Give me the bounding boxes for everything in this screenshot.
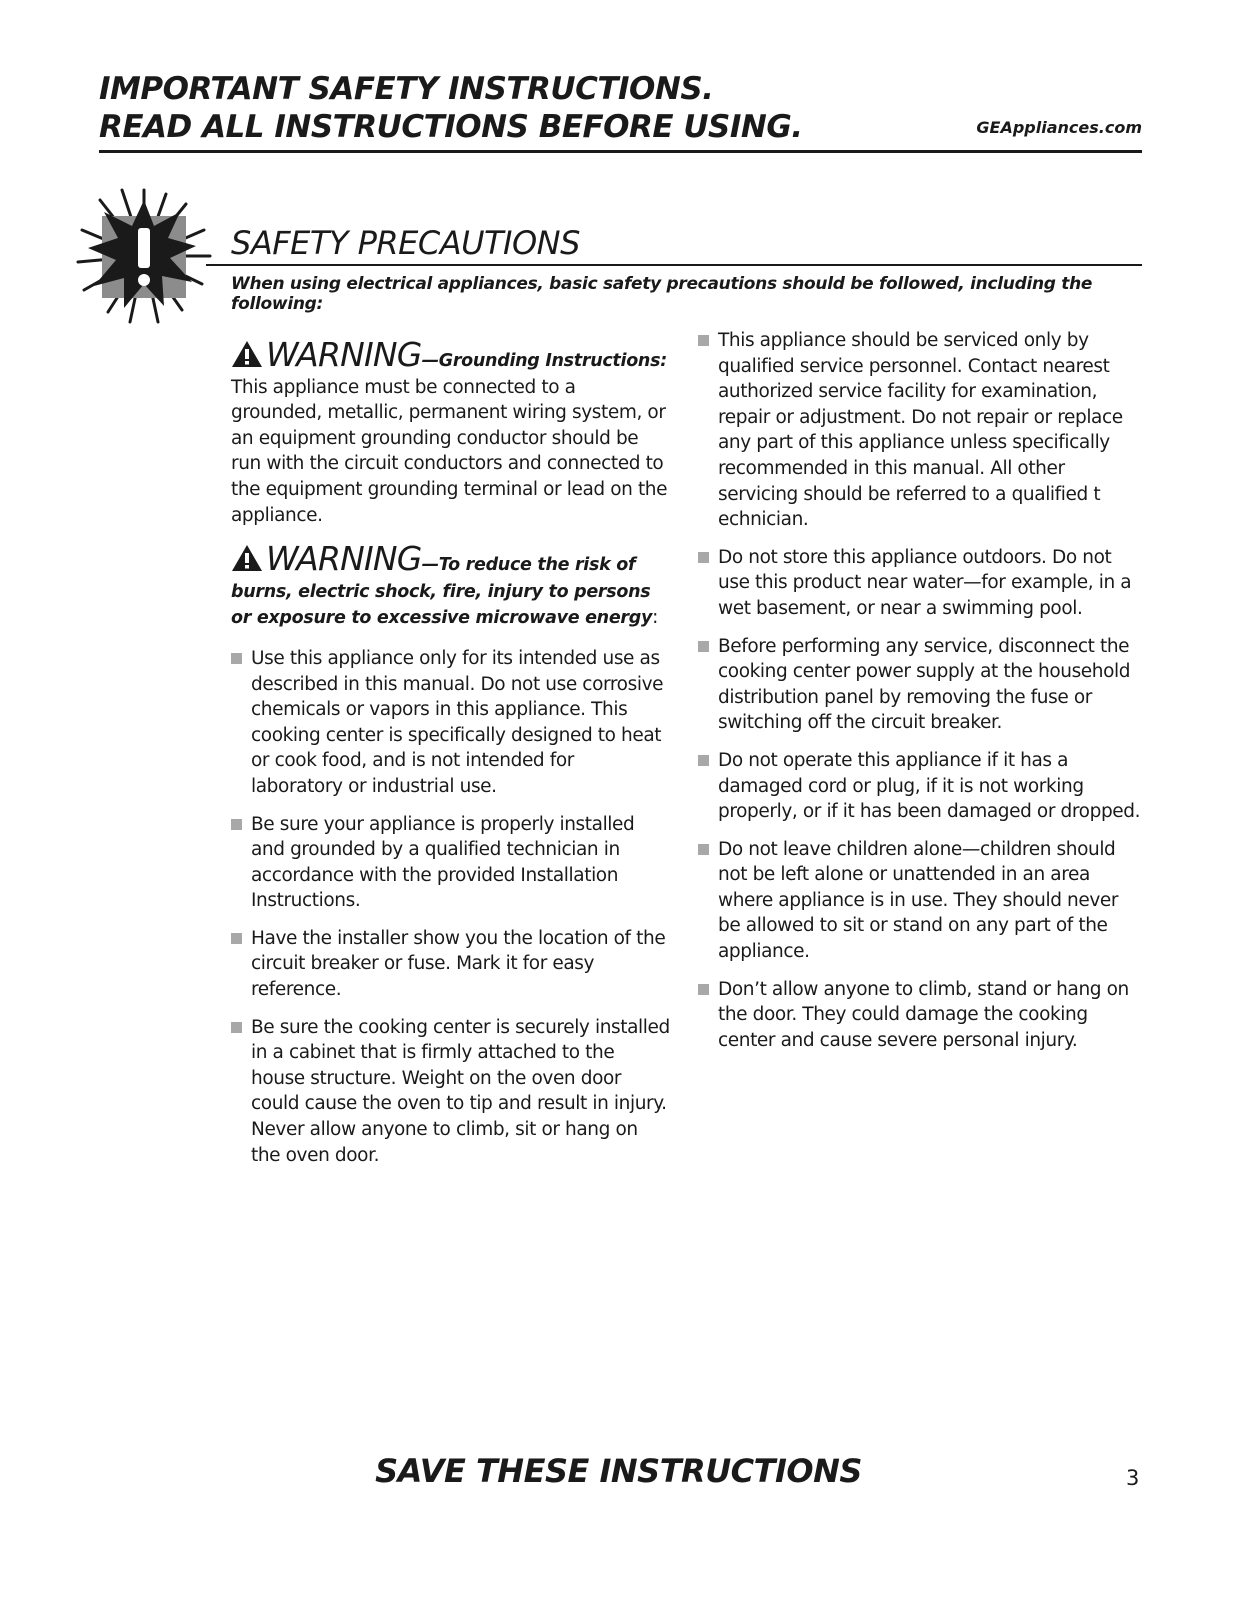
list-item-text: Do not leave children alone—children should not be left alone or unattended in an area where appliance is in use. They should never be allowed to sit or stand on any part of the appliance. xyxy=(718,838,1119,963)
warning-risk-heading xyxy=(231,539,671,579)
bullet-square-icon xyxy=(698,552,709,563)
warning-word: WARNING xyxy=(266,539,422,579)
right-bullet-list xyxy=(698,328,1143,1053)
bullet-square-icon xyxy=(698,755,709,766)
list-item xyxy=(698,634,1143,736)
list-item xyxy=(698,837,1143,965)
bullet-square-icon xyxy=(231,933,242,944)
list-item-text: Use this appliance only for its intended use as described in this manual. Do not use corrosive chemicals or vapors in this appliance. This cooking center is specifically designed to heat or cook food, and is not intended for laboratory or industrial use. xyxy=(251,647,664,797)
warning-word: WARNING xyxy=(266,335,422,374)
page-header xyxy=(99,70,1142,146)
footer-title: SAVE THESE INSTRUCTIONS xyxy=(375,1452,862,1490)
list-item xyxy=(698,748,1143,825)
safety-alert-burst-icon xyxy=(74,186,214,326)
section-intro: When using electrical appliances, basic safety precautions should be followed, including the following: xyxy=(231,274,1093,314)
header-title-line1: IMPORTANT SAFETY INSTRUCTIONS. xyxy=(99,71,714,107)
list-item-text: Do not operate this appliance if it has a damaged cord or plug, if it is not working properly, or if it has been damaged or dropped. xyxy=(718,749,1141,823)
warning-grounding-sub: —Grounding Instructions: xyxy=(421,351,667,371)
page-number: 3 xyxy=(1126,1466,1140,1490)
section-divider xyxy=(206,264,1142,266)
list-item xyxy=(698,977,1143,1054)
header-title-line2: READ ALL INSTRUCTIONS BEFORE USING. xyxy=(99,109,803,145)
bullet-square-icon xyxy=(231,819,242,830)
list-item xyxy=(698,545,1143,622)
header-website: GEAppliances.com xyxy=(976,118,1142,137)
warning-risk-colon: : xyxy=(652,607,658,629)
header-divider xyxy=(99,150,1142,153)
list-item xyxy=(698,328,1143,533)
warning-risk-text: burns, electric shock, fire, injury to persons or exposure to excessive microwave energy xyxy=(231,581,653,629)
right-column xyxy=(698,328,1143,1065)
list-item-text: Be sure the cooking center is securely installed in a cabinet that is firmly attached to the house structure. Weight on the oven door could cause the oven to tip and result in injury. Never allow anyone to climb, sit or hang on the oven door. xyxy=(251,1016,670,1166)
bullet-square-icon xyxy=(698,844,709,855)
bullet-square-icon xyxy=(698,641,709,652)
bullet-square-icon xyxy=(698,335,709,346)
list-item-text: Be sure your appliance is properly installed and grounded by a qualified technician in accordance with the provided Installation Instructions. xyxy=(251,813,635,912)
left-bullet-list xyxy=(231,646,671,1168)
list-item xyxy=(231,646,671,800)
bullet-square-icon xyxy=(231,1022,242,1033)
section-title: SAFETY PRECAUTIONS xyxy=(231,224,580,262)
warning-triangle-icon xyxy=(231,340,263,368)
list-item-text: Do not store this appliance outdoors. Do not use this product near water—for example, in a wet basement, or near a swimming pool. xyxy=(718,546,1132,619)
warning-risk-body xyxy=(231,579,671,632)
warning-grounding-body: This appliance must be connected to a grounded, metallic, permanent wiring system, or an equipment grounding conductor should be run with the circuit conductors and connected to the equipment grounding terminal or lead on the appliance. xyxy=(231,376,668,526)
bullet-square-icon xyxy=(231,653,242,664)
warning-grounding-heading xyxy=(231,335,671,375)
bullet-square-icon xyxy=(698,984,709,995)
list-item-text: Have the installer show you the location of the circuit breaker or fuse. Mark it for easy reference. xyxy=(251,927,666,1001)
left-column xyxy=(231,335,671,1180)
warning-risk-sub: —To reduce the risk of xyxy=(421,555,636,576)
list-item xyxy=(231,1015,671,1169)
warning-triangle-icon xyxy=(231,544,263,572)
list-item-text: Don’t allow anyone to climb, stand or hang on the door. They could damage the cooking center and cause severe personal injury. xyxy=(718,978,1129,1051)
list-item-text: Before performing any service, disconnect the cooking center power supply at the household distribution panel by removing the fuse or switching off the circuit breaker. xyxy=(718,635,1131,734)
list-item xyxy=(231,812,671,914)
list-item xyxy=(231,926,671,1003)
list-item-text: This appliance should be serviced only by qualified service personnel. Contact nearest authorized service facility for examination, repair or adjustment. Do not repair or replace any part of this appliance unless specifically recommended in this manual. All other servicing should be referred to a qualified t echnician. xyxy=(718,330,1123,531)
